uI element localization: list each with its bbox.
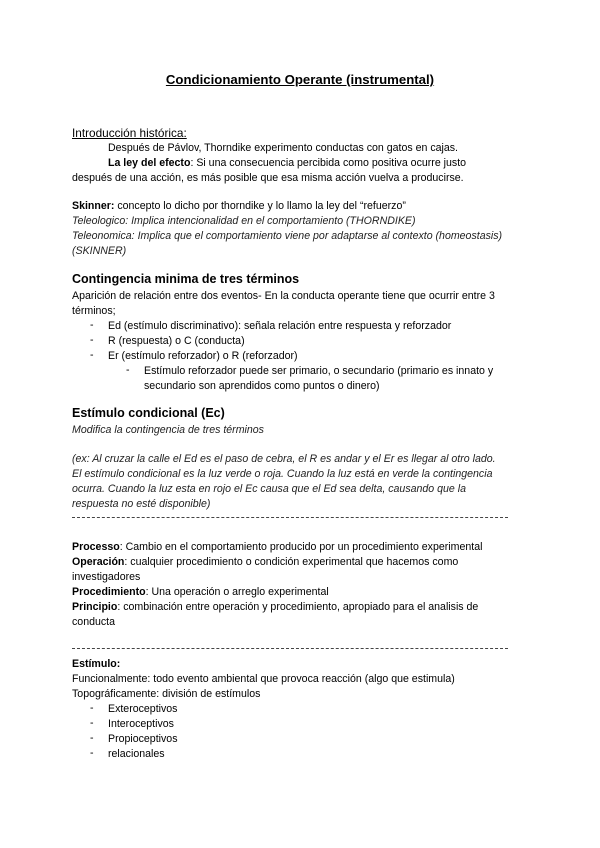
teleologico-line: Teleologico: Implica intencionalidad en el comportamiento (THORNDIKE): [72, 215, 416, 227]
sub-bullet-dash: -: [126, 364, 130, 376]
bullet-dash: -: [90, 747, 94, 759]
ec-subtitle: Modifica la contingencia de tres términos: [72, 424, 264, 436]
def-principio-label: Principio: [72, 601, 118, 613]
def-procedimiento-label: Procedimiento: [72, 586, 146, 598]
sub-list-item: Estímulo reforzador puede ser primario, o secundario (primario es innato y: [144, 365, 494, 377]
bullet-dash: -: [90, 717, 94, 729]
page-title: Condicionamiento Operante (instrumental): [165, 72, 435, 87]
bullet-dash: -: [90, 319, 94, 331]
sub-list-item-cont: secundario son aprendidos como puntos o dinero): [144, 380, 380, 392]
list-item: Propioceptivos: [108, 733, 178, 745]
def-operacion-text: : cualquier procedimiento o condición experimental que hacemos como: [124, 556, 459, 568]
estimulo-heading: Estímulo:: [72, 658, 121, 670]
def-operacion-cont: investigadores: [72, 571, 141, 583]
estimulo-topografico: Topográficamente: división de estímulos: [72, 688, 261, 700]
list-item: relacionales: [108, 748, 165, 760]
def-proceso-label: Processo: [72, 541, 120, 553]
def-operacion-label: Operación: [72, 556, 125, 568]
contingencia-desc: Aparición de relación entre dos eventos- En la conducta operante tiene que ocurrir entre 3: [72, 290, 495, 302]
bullet-dash: -: [90, 702, 94, 714]
def-operacion: [72, 555, 532, 570]
list-item: Interoceptivos: [108, 718, 174, 730]
def-procedimiento: [72, 585, 532, 600]
contingencia-desc-2: términos;: [72, 305, 116, 317]
teleonomica-line-2: (SKINNER): [72, 245, 127, 257]
list-item: R (respuesta) o C (conducta): [108, 335, 245, 347]
ec-example-3: ocurra. Cuando la luz esta en rojo el Ec causa que el Ed sea delta, causando que la: [72, 483, 466, 495]
ec-example: (ex: Al cruzar la calle el Ed es el paso de cebra, el R es andar y el Er es llegar al otro lado.: [72, 453, 496, 465]
list-item: Ed (estímulo discriminativo): señala relación entre respuesta y reforzador: [108, 320, 452, 332]
teleonomica-line: Teleonomica: Implica que el comportamiento viene por adaptarse al contexto (homeostasis): [72, 230, 503, 242]
ec-heading: Estímulo condicional (Ec): [72, 406, 225, 420]
ec-example-4: respuesta no esté disponible): [72, 498, 211, 510]
def-proceso-text: : Cambio en el comportamiento producido por un procedimiento experimental: [119, 541, 483, 553]
contingencia-heading: Contingencia minima de tres términos: [72, 272, 300, 286]
skinner-text: concepto lo dicho por thorndike y lo llamo la ley del “refuerzo”: [114, 200, 406, 212]
def-principio-cont: conducta: [72, 616, 115, 628]
separator: [72, 517, 508, 518]
list-item: Er (estímulo reforzador) o R (reforzador): [108, 350, 298, 362]
estimulo-funcional: Funcionalmente: todo evento ambiental que provoca reacción (algo que estimula): [72, 673, 455, 685]
bullet-dash: -: [90, 732, 94, 744]
def-principio: [72, 600, 532, 615]
def-proceso: [72, 540, 532, 555]
def-principio-text: : combinación entre operación y procedimiento, apropiado para el analisis de: [117, 601, 479, 613]
list-item: Exteroceptivos: [108, 703, 178, 715]
law-of-effect-text: : Si una consecuencia percibida como positiva ocurre justo: [190, 157, 467, 169]
bullet-dash: -: [90, 349, 94, 361]
skinner-label: Skinner:: [72, 200, 115, 212]
law-of-effect-cont: después de una acción, es más posible que esa misma acción vuelva a producirse.: [72, 172, 464, 184]
separator: [72, 648, 508, 649]
def-procedimiento-text: : Una operación o arreglo experimental: [145, 586, 329, 598]
intro-heading: Introducción histórica:: [72, 126, 187, 140]
skinner-line: [72, 199, 532, 214]
bullet-dash: -: [90, 334, 94, 346]
law-of-effect-label: La ley del efecto: [108, 157, 191, 169]
intro-line: Después de Pávlov, Thorndike experimento conductas con gatos en cajas.: [108, 142, 458, 154]
law-of-effect-line: [108, 156, 568, 171]
ec-example-2: El estímulo condicional es la luz verde o roja. Cuando la luz está en verde la contingencia: [72, 468, 493, 480]
